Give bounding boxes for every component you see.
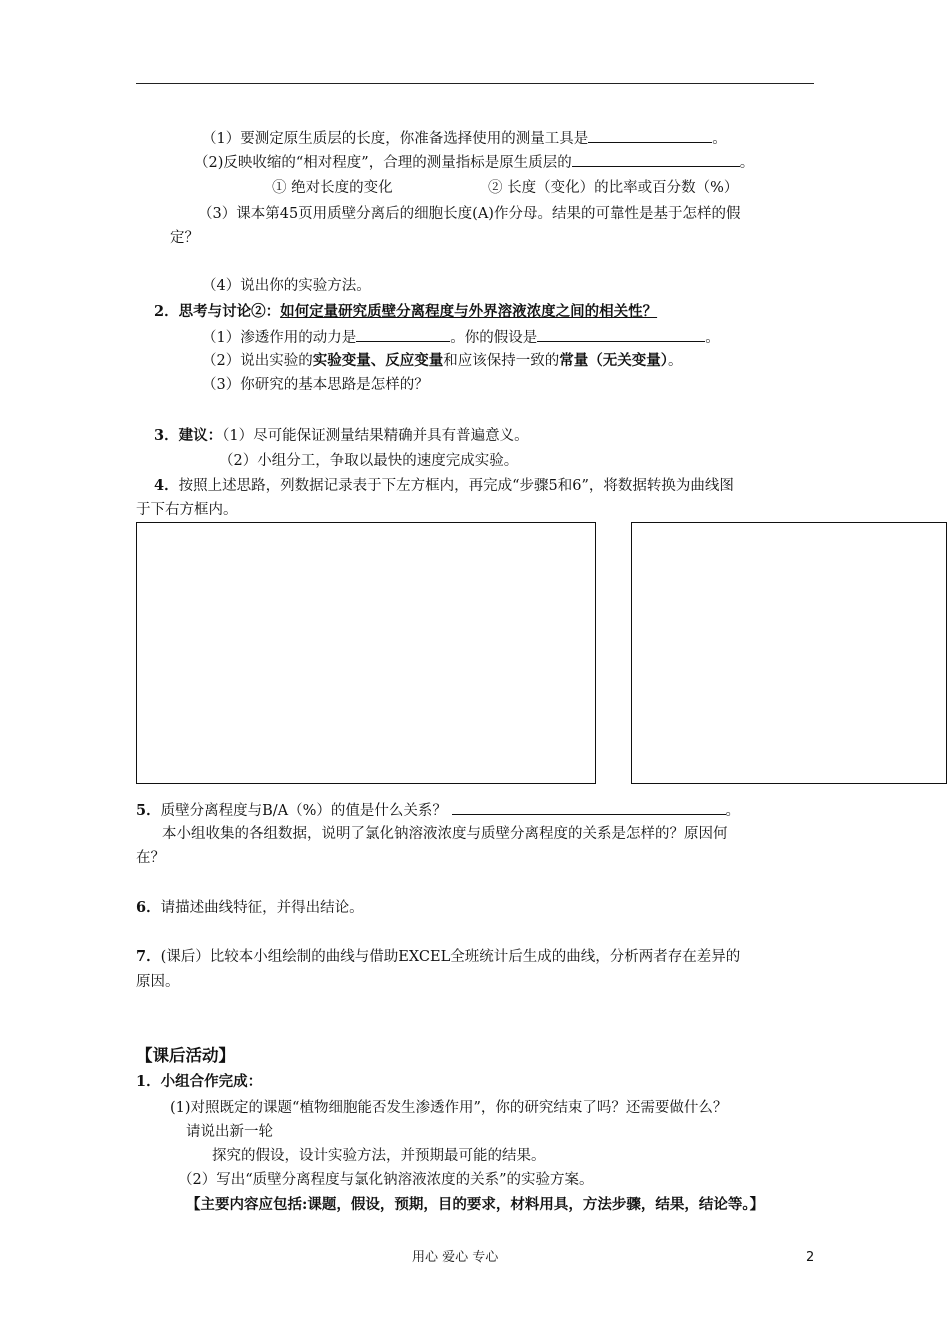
section-3: 3．建议：（1）尽可能保证测量结果精确并具有普遍意义。: [154, 427, 529, 444]
after-class-1-1-line2: 请说出新一轮: [186, 1124, 273, 1140]
section-3-2: （2）小组分工，争取以最快的速度完成实验。: [219, 453, 519, 469]
answer-blank[interactable]: [356, 327, 450, 342]
section-6: 6．请描述曲线特征，并得出结论。: [136, 899, 364, 916]
question-1-3-line2: 定？: [170, 230, 199, 246]
header-rule: [136, 83, 814, 84]
answer-blank[interactable]: [588, 128, 712, 143]
option-1: ① 绝对长度的变化: [272, 180, 393, 196]
page-number: 2: [806, 1250, 815, 1265]
section-2-2: （2）说出实验的实验变量、反应变量和应该保持一致的常量（无关变量）。: [202, 352, 683, 369]
section-2-question: 如何定量研究质壁分离程度与外界溶液浓度之间的相关性？: [280, 303, 658, 320]
curve-graph-box[interactable]: [631, 522, 947, 784]
after-class-1-1-line1: (1)对照既定的课题“植物细胞能否发生渗透作用”，你的研究结束了吗？还需要做什么？: [170, 1100, 728, 1116]
question-1-3-line1: （3）课本第45页用质壁分离后的细胞长度(A)作分母。结果的可靠性是基于怎样的假: [198, 206, 741, 222]
after-class-title: 【课后活动】: [136, 1046, 235, 1065]
question-1-1: （1）要测定原生质层的长度，你准备选择使用的测量工具是 。: [202, 128, 727, 149]
question-1-2: （2)反映收缩的“相对程度”，合理的测量指标是原生质层的 。: [194, 152, 754, 173]
section-5-line2: 本小组收集的各组数据，说明了氯化钠溶液浓度与质壁分离程度的关系是怎样的？原因何: [162, 826, 728, 842]
section-2-heading: 2．思考与讨论②：如何定量研究质壁分离程度与外界溶液浓度之间的相关性？: [154, 303, 658, 320]
section-7-line1: 7．(课后）比较本小组绘制的曲线与借助EXCEL全班统计后生成的曲线，分析两者存在差异的: [136, 948, 741, 965]
answer-blank[interactable]: [537, 327, 705, 342]
section-7-line2: 原因。: [136, 974, 180, 990]
section-5: 5．质壁分离程度与B/A（%）的值是什么关系？ 。: [136, 802, 740, 819]
after-class-1-1-line3: 探究的假设，设计实验方法，并预期最可能的结果。: [212, 1148, 546, 1164]
page-footer: 用心 爱心 专心: [412, 1250, 499, 1265]
after-class-1-2: （2）写出“质壁分离程度与氯化钠溶液浓度的关系”的实验方案。: [178, 1172, 594, 1188]
option-2: ② 长度（变化）的比率或百分数（%）: [488, 180, 739, 196]
data-table-box[interactable]: [136, 522, 596, 784]
answer-blank[interactable]: [452, 800, 726, 815]
section-4-line1: 4．按照上述思路，列数据记录表于下左方框内，再完成“步骤5和6”，将数据转换为曲线图: [154, 477, 734, 494]
section-2-1: （1）渗透作用的动力是 。你的假设是 。: [202, 327, 720, 348]
section-5-line3: 在？: [136, 850, 165, 866]
section-4-line2: 于下右方框内。: [136, 502, 238, 518]
answer-blank[interactable]: [572, 152, 740, 167]
after-class-item-1: 1．小组合作完成：: [136, 1073, 263, 1090]
question-1-4: （4）说出你的实验方法。: [202, 278, 371, 294]
after-class-note: 【主要内容应包括:课题，假设，预期，目的要求，材料用具，方法步骤，结果，结论等。】: [186, 1196, 765, 1213]
section-2-3: （3）你研究的基本思路是怎样的？: [202, 377, 429, 393]
